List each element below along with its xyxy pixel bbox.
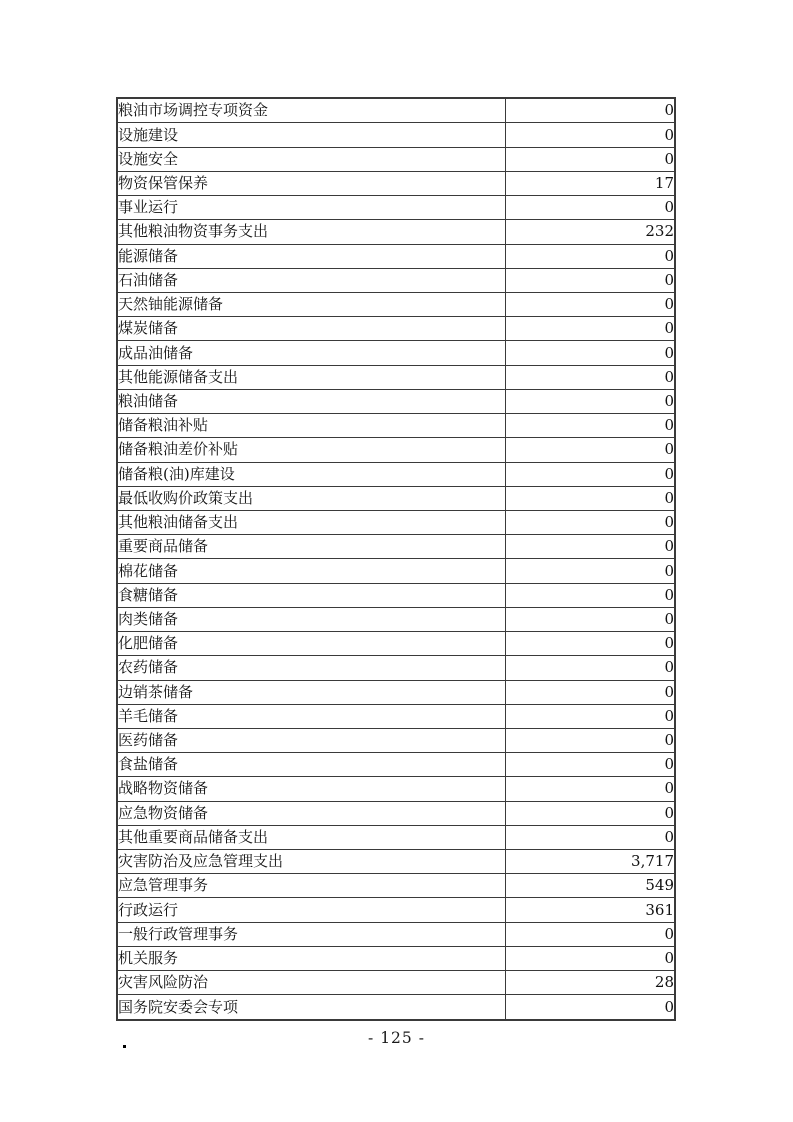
row-value: 0 <box>506 486 676 510</box>
row-label: 边销茶储备 <box>117 680 506 704</box>
table-row <box>117 293 675 317</box>
table-row <box>117 171 675 195</box>
budget-table-body <box>117 98 675 1020</box>
row-value: 0 <box>506 535 676 559</box>
row-value: 0 <box>506 825 676 849</box>
row-value: 0 <box>506 753 676 777</box>
table-row <box>117 656 675 680</box>
row-label: 石油储备 <box>117 268 506 292</box>
row-value: 0 <box>506 946 676 970</box>
table-row <box>117 365 675 389</box>
row-value: 0 <box>506 559 676 583</box>
table-row <box>117 583 675 607</box>
row-label: 肉类储备 <box>117 607 506 631</box>
table-row <box>117 680 675 704</box>
row-value: 0 <box>506 293 676 317</box>
table-row <box>117 196 675 220</box>
table-row <box>117 389 675 413</box>
row-label: 其他粮油物资事务支出 <box>117 220 506 244</box>
stray-dot <box>123 1045 126 1048</box>
row-label: 粮油储备 <box>117 389 506 413</box>
table-row <box>117 414 675 438</box>
row-label: 成品油储备 <box>117 341 506 365</box>
row-label: 战略物资储备 <box>117 777 506 801</box>
row-label: 煤炭储备 <box>117 317 506 341</box>
row-label: 灾害防治及应急管理支出 <box>117 850 506 874</box>
row-value: 0 <box>506 341 676 365</box>
row-label: 棉花储备 <box>117 559 506 583</box>
row-label: 化肥储备 <box>117 632 506 656</box>
row-label: 应急物资储备 <box>117 801 506 825</box>
row-label: 最低收购价政策支出 <box>117 486 506 510</box>
row-value: 0 <box>506 656 676 680</box>
table-row <box>117 486 675 510</box>
row-value: 0 <box>506 98 676 123</box>
row-value: 0 <box>506 583 676 607</box>
row-value: 0 <box>506 922 676 946</box>
row-value: 0 <box>506 389 676 413</box>
table-row <box>117 510 675 534</box>
table-row <box>117 147 675 171</box>
row-value: 0 <box>506 147 676 171</box>
row-value: 3,717 <box>506 850 676 874</box>
row-value: 0 <box>506 728 676 752</box>
row-label: 其他能源储备支出 <box>117 365 506 389</box>
row-label: 重要商品储备 <box>117 535 506 559</box>
table-row <box>117 704 675 728</box>
row-value: 0 <box>506 704 676 728</box>
table-row <box>117 268 675 292</box>
row-value: 0 <box>506 414 676 438</box>
row-value: 0 <box>506 268 676 292</box>
table-row <box>117 607 675 631</box>
table-row <box>117 244 675 268</box>
row-value: 0 <box>506 801 676 825</box>
row-label: 天然铀能源储备 <box>117 293 506 317</box>
row-value: 232 <box>506 220 676 244</box>
row-value: 0 <box>506 462 676 486</box>
row-value: 0 <box>506 510 676 534</box>
table-row <box>117 874 675 898</box>
row-label: 应急管理事务 <box>117 874 506 898</box>
table-row <box>117 898 675 922</box>
row-label: 灾害风险防治 <box>117 971 506 995</box>
table-row <box>117 995 675 1020</box>
row-label: 食糖储备 <box>117 583 506 607</box>
row-value: 549 <box>506 874 676 898</box>
row-label: 设施安全 <box>117 147 506 171</box>
table-row <box>117 801 675 825</box>
row-label: 国务院安委会专项 <box>117 995 506 1020</box>
row-label: 设施建设 <box>117 123 506 147</box>
row-label: 粮油市场调控专项资金 <box>117 98 506 123</box>
row-value: 0 <box>506 123 676 147</box>
row-value: 0 <box>506 680 676 704</box>
row-value: 0 <box>506 632 676 656</box>
table-row <box>117 317 675 341</box>
page-number: - 125 - <box>368 1029 425 1047</box>
table-row <box>117 98 675 123</box>
table-row <box>117 632 675 656</box>
budget-table <box>116 97 676 1021</box>
row-label: 食盐储备 <box>117 753 506 777</box>
row-label: 事业运行 <box>117 196 506 220</box>
table-row <box>117 462 675 486</box>
row-label: 农药储备 <box>117 656 506 680</box>
row-label: 储备粮油差价补贴 <box>117 438 506 462</box>
table-row <box>117 946 675 970</box>
table-row <box>117 777 675 801</box>
row-value: 0 <box>506 244 676 268</box>
table-row <box>117 825 675 849</box>
row-value: 17 <box>506 171 676 195</box>
table-row <box>117 535 675 559</box>
row-value: 0 <box>506 607 676 631</box>
row-label: 能源储备 <box>117 244 506 268</box>
row-label: 储备粮油补贴 <box>117 414 506 438</box>
row-value: 0 <box>506 438 676 462</box>
row-value: 0 <box>506 365 676 389</box>
row-value: 0 <box>506 777 676 801</box>
table-row <box>117 753 675 777</box>
table-row <box>117 123 675 147</box>
row-label: 羊毛储备 <box>117 704 506 728</box>
table-row <box>117 971 675 995</box>
row-value: 361 <box>506 898 676 922</box>
row-label: 一般行政管理事务 <box>117 922 506 946</box>
row-value: 28 <box>506 971 676 995</box>
table-row <box>117 728 675 752</box>
row-value: 0 <box>506 995 676 1020</box>
table-row <box>117 850 675 874</box>
row-label: 储备粮(油)库建设 <box>117 462 506 486</box>
row-label: 行政运行 <box>117 898 506 922</box>
table-row <box>117 922 675 946</box>
row-label: 医药储备 <box>117 728 506 752</box>
row-label: 其他重要商品储备支出 <box>117 825 506 849</box>
table-row <box>117 559 675 583</box>
table-row <box>117 341 675 365</box>
row-value: 0 <box>506 196 676 220</box>
row-label: 机关服务 <box>117 946 506 970</box>
table-row <box>117 220 675 244</box>
table-row <box>117 438 675 462</box>
row-value: 0 <box>506 317 676 341</box>
row-label: 物资保管保养 <box>117 171 506 195</box>
row-label: 其他粮油储备支出 <box>117 510 506 534</box>
